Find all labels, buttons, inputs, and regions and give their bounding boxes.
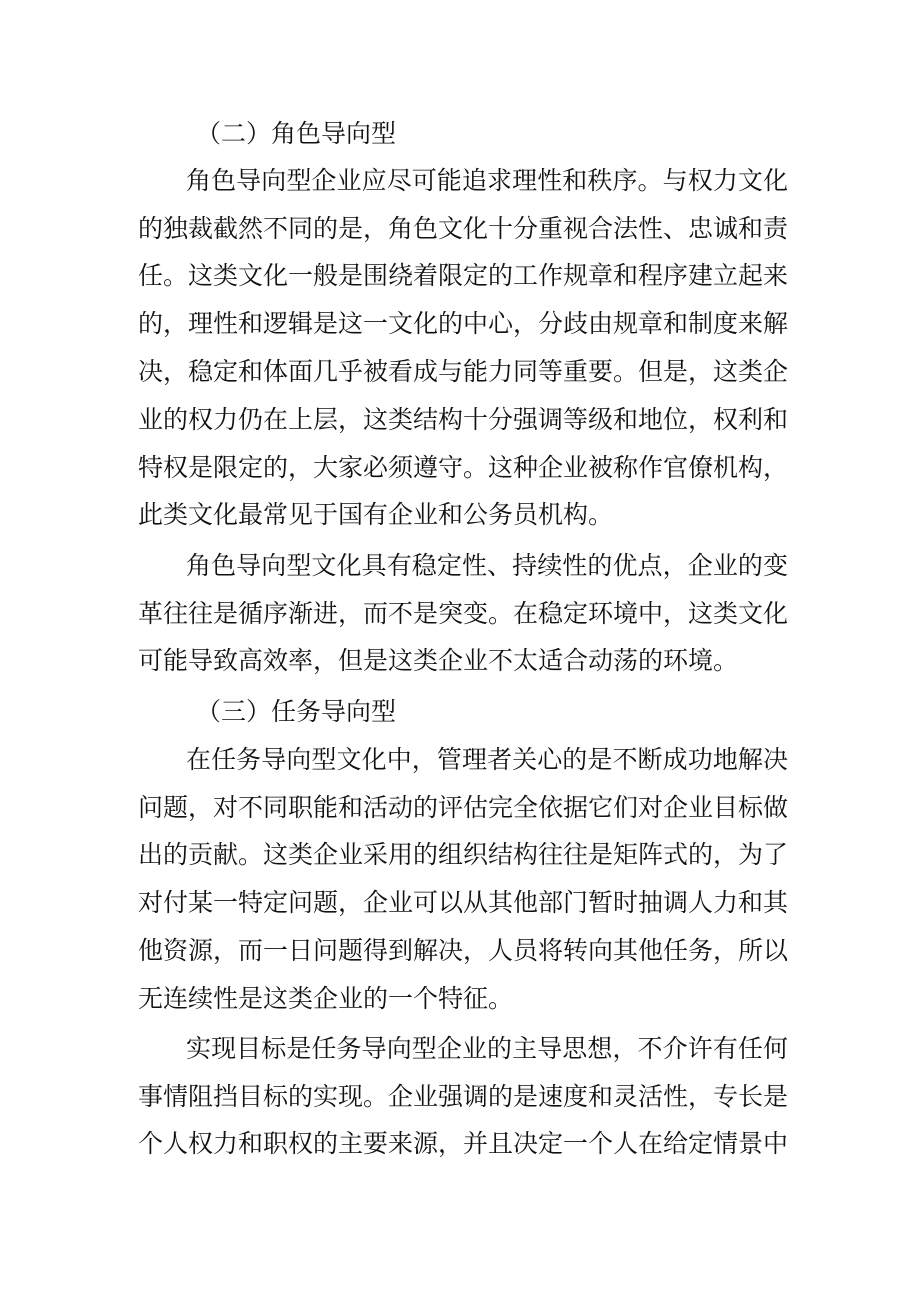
section-heading-role-oriented: （二）角色导向型 bbox=[196, 119, 397, 148]
paragraph-line: 的，理性和逻辑是这一文化的中心，分歧由规章和制度来解 bbox=[138, 309, 789, 338]
paragraph-line: 业的权力仍在上层，这类结构十分强调等级和地位，权利和 bbox=[138, 405, 789, 434]
paragraph-line: 的独裁截然不同的是，角色文化十分重视合法性、忠诚和责 bbox=[138, 214, 789, 243]
paragraph-line: 决，稳定和体面几乎被看成与能力同等重要。但是，这类企 bbox=[138, 357, 789, 386]
paragraph-line: 特权是限定的，大家必须遵守。这种企业被称作官僚机构， bbox=[138, 453, 789, 482]
paragraph-line: 实现目标是任务导向型企业的主导思想，不介许有任何 bbox=[186, 1034, 788, 1063]
paragraph-line: 问题，对不同职能和活动的评估完全依据它们对企业目标做 bbox=[138, 793, 789, 822]
section-heading-task-oriented: （三）任务导向型 bbox=[196, 697, 397, 726]
paragraph-line: 任。这类文化一般是围绕着限定的工作规章和程序建立起来 bbox=[138, 261, 789, 290]
paragraph-line: 可能导致高效率，但是这类企业不太适合动荡的环境。 bbox=[138, 646, 739, 675]
paragraph-line: 个人权力和职权的主要来源，并且决定一个人在给定情景中 bbox=[138, 1129, 789, 1158]
paragraph-line: 出的贡献。这类企业采用的组织结构往往是矩阵式的，为了 bbox=[138, 840, 789, 869]
paragraph-line: 事情阻挡目标的实现。企业强调的是速度和灵活性，专长是 bbox=[138, 1082, 789, 1111]
paragraph-line: 革往往是循序渐进，而不是突变。在稳定环境中，这类文化 bbox=[138, 599, 789, 628]
paragraph-line: 此类文化最常见于国有企业和公务员机构。 bbox=[138, 500, 614, 529]
paragraph-line: 他资源，而一日问题得到解决，人员将转向其他任务，所以 bbox=[138, 936, 789, 965]
paragraph-line: 对付某一特定问题，企业可以从其他部门暂时抽调人力和其 bbox=[138, 888, 789, 917]
paragraph-line: 在任务导向型文化中，管理者关心的是不断成功地解决 bbox=[186, 745, 788, 774]
paragraph-line: 角色导向型文化具有稳定性、持续性的优点，企业的变 bbox=[186, 551, 788, 580]
paragraph-line: 角色导向型企业应尽可能追求理性和秩序。与权力文化 bbox=[186, 166, 788, 195]
paragraph-line: 无连续性是这类企业的一个特征。 bbox=[138, 984, 514, 1013]
